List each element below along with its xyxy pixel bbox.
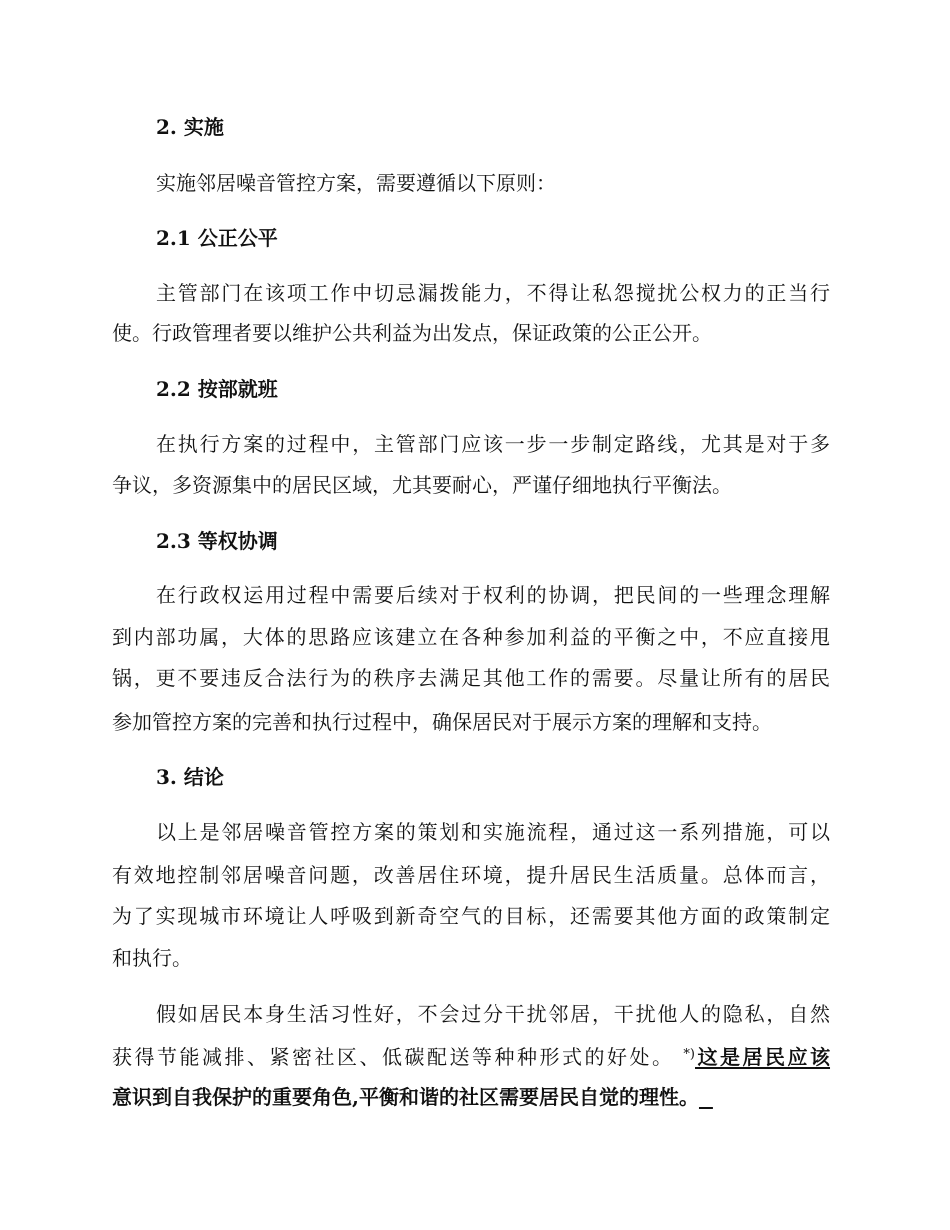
underlined-bold-text: 这是居民应该 [695, 1045, 831, 1069]
paragraph-line: 实施邻居噪音管控方案，需要遵循以下原则： [156, 171, 556, 195]
paragraph-line: 锅，更不要违反合法行为的秩序去满足其他工作的需要。尽量让所有的居民 [112, 666, 830, 690]
paragraph-line: 有效地控制邻居噪音问题，改善居住环境，提升居民生活质量。总体而言， [112, 863, 830, 887]
paragraph-line: 以上是邻居噪音管控方案的策划和实施流程，通过这一系列措施，可以 [156, 820, 830, 844]
paragraph-line: 使。行政管理者要以维护公共利益为出发点，保证政策的公正公开。 [112, 321, 712, 345]
paragraph-line-mixed [112, 1083, 830, 1111]
footnote-mark: *) [683, 1047, 695, 1062]
paragraph-line: 到内部功属，大体的思路应该建立在各种参加利益的平衡之中，不应直接甩 [112, 625, 830, 649]
section-heading-2: 2. 实施 [156, 115, 224, 139]
paragraph-line-mixed [112, 1041, 830, 1071]
paragraph-line: 在行政权运用过程中需要后续对于权利的协调，把民间的一些理念理解 [156, 583, 830, 607]
section-heading-2-3: 2.3 等权协调 [156, 529, 278, 553]
bold-text: 意识到自我保护的重要角色,平衡和谐的社区需要居民自觉的理性。 [112, 1085, 699, 1109]
paragraph-line: 为了实现城市环境让人呼吸到新奇空气的目标，还需要其他方面的政策制定 [112, 904, 830, 928]
paragraph-line: 主管部门在该项工作中切忌漏拨能力，不得让私怨搅扰公权力的正当行 [156, 281, 830, 305]
paragraph-line: 假如居民本身生活习性好，不会过分干扰邻居，干扰他人的隐私，自然 [156, 1002, 830, 1026]
paragraph-line: 在执行方案的过程中，主管部门应该一步一步制定路线，尤其是对于多 [156, 432, 830, 456]
plain-text: 获得节能减排、紧密社区、低碳配送等种种形式的好处。 [112, 1045, 675, 1069]
section-heading-3: 3. 结论 [156, 765, 224, 789]
paragraph-line: 和执行。 [112, 946, 192, 970]
underlined-trail [699, 1085, 713, 1109]
paragraph-line: 争议，多资源集中的居民区域，尤其要耐心，严谨仔细地执行平衡法。 [112, 473, 732, 497]
section-heading-2-2: 2.2 按部就班 [156, 377, 278, 401]
section-heading-2-1: 2.1 公正公平 [156, 226, 278, 250]
paragraph-line: 参加管控方案的完善和执行过程中，确保居民对于展示方案的理解和支持。 [112, 710, 772, 734]
